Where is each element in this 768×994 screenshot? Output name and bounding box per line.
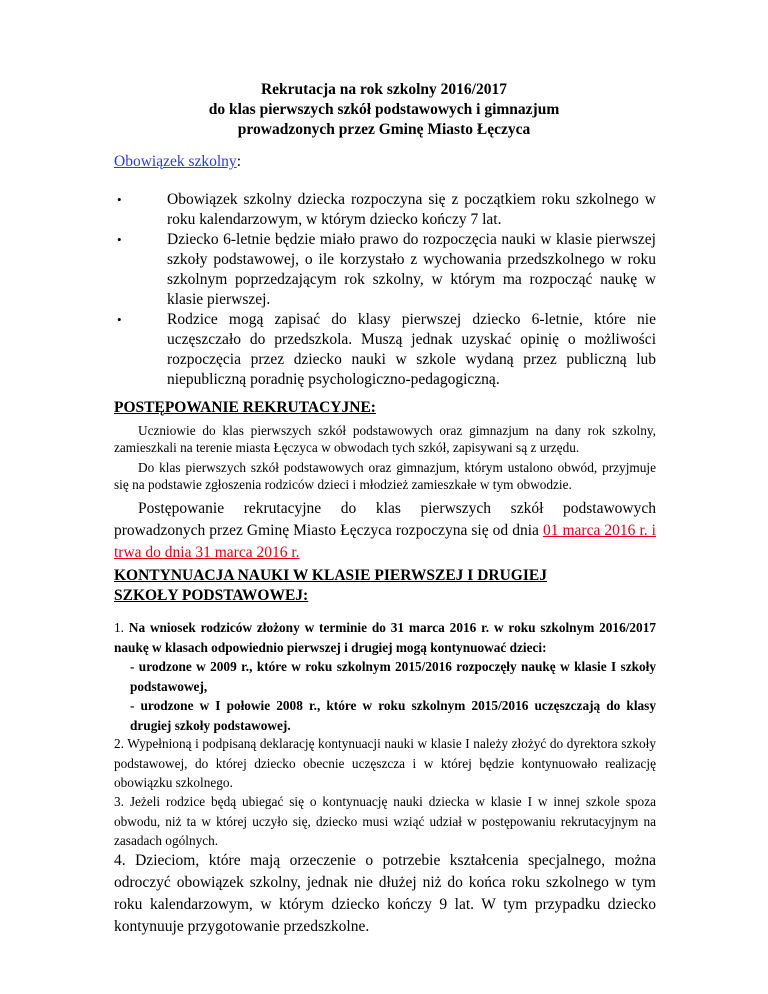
kontynuacja-item-2: 2. Wypełnioną i podpisaną deklarację kontynuacji nauki w klasie I należy złożyć do dyrektora szkoły podstawowej, do której dziecko obecnie uczęszcza i w której będzie kontynuowało realizację obowiązku szkolnego. bbox=[114, 736, 656, 790]
obowiazek-bullet-list bbox=[114, 190, 656, 390]
bullet-icon: • bbox=[117, 232, 122, 247]
item-sub-2: - urodzone w I połowie 2008 r., które w roku szkolnym 2015/2016 uczęszczają do klasy drugiej szkoły podstawowej. bbox=[130, 698, 656, 733]
postepowanie-paragraph-3-text: Postępowanie rekrutacyjne do klas pierwszych szkół podstawowych prowadzonych przez Gminę Miasto Łęczyca rozpoczyna się od dnia bbox=[114, 500, 656, 539]
title-line-1: Rekrutacja na rok szkolny 2016/2017 bbox=[260, 81, 507, 98]
postepowanie-paragraph-2: Do klas pierwszych szkół podstawowych oraz gimnazjum, którym ustalono obwód, przyjmuje się na podstawie zgłoszenia rodziców dzieci i młodzież zamieszkałe w tym obwodzie. bbox=[114, 460, 656, 492]
bullet-icon: • bbox=[117, 312, 122, 327]
kontynuacja-item-3: 3. Jeżeli rodzice będą ubiegać się o kontynuację nauki dziecka w klasie I w innej szkole spoza obwodu, niż ta w której uczyło się, dziecko musi wziąć udział w postępowaniu rekrutacyjnym na zasadach ogólnych. bbox=[114, 794, 656, 848]
title-line-3: prowadzonych przez Gminę Miasto Łęczyca bbox=[237, 121, 531, 138]
bullet-text: Dziecko 6-letnie będzie miało prawo do rozpoczęcia nauki w klasie pierwszej szkoły podstawowej, o ile korzystało z wychowania przedszkolnego w roku szkolnym poprzedzającym rok szkolny, w którym ma rozpocząć naukę w klasie pierwszej. bbox=[167, 231, 656, 308]
kontynuacja-heading: KONTYNUACJA NAUKI W KLASIE PIERWSZEJ I DRUGIEJ SZKOŁY PODSTAWOWEJ: bbox=[114, 567, 547, 604]
title-line-2: do klas pierwszych szkół podstawowych i gimnazjum bbox=[208, 101, 560, 118]
bullet-text: Rodzice mogą zapisać do klasy pierwszej dziecko 6-letnie, które nie uczęszczało do przedszkola. Muszą jednak uzyskać opinię o możliwości rozpoczęcia przez dziecko nauki w szkole wydaną przez publiczną lub niepubliczną poradnię psychologiczno-pedagogiczną. bbox=[167, 311, 656, 388]
postepowanie-paragraph-3 bbox=[114, 498, 656, 564]
item-text: Na wniosek rodziców złożony w terminie do 31 marca 2016 r. w roku szkolnym 2016/2017 naukę w klasach odpowiednio pierwszej i drugiej mogą kontynuować dzieci: bbox=[114, 620, 657, 655]
bullet-text: Obowiązek szkolny dziecka rozpoczyna się z początkiem roku szkolnego w roku kalendarzowym, w którym dziecko kończy 7 lat. bbox=[167, 191, 656, 228]
item-sub-1: - urodzone w 2009 r., które w roku szkolnym 2015/2016 rozpoczęły naukę w klasie I szkoły podstawowej, bbox=[130, 659, 656, 694]
obowiazek-heading bbox=[114, 153, 241, 171]
obowiazek-colon: : bbox=[236, 153, 241, 170]
recruitment-dates: 01 marca 2016 r. i trwa do dnia 31 marca 2016 r. bbox=[114, 522, 656, 561]
list-item bbox=[114, 190, 656, 230]
postepowanie-heading: POSTĘPOWANIE REKRUTACYJNE: bbox=[114, 399, 376, 416]
list-item bbox=[114, 230, 656, 310]
kontynuacja-item-4: 4. Dzieciom, które mają orzeczenie o potrzebie kształcenia specjalnego, można odroczyć obowiązek szkolny, jednak nie dłużej niż do końca roku szkolnego w tym roku kalendarzowym, w którym dziecko kończy 9 lat. W tym przypadku dziecko kontynuuje przygotowanie przedszkolne. bbox=[114, 852, 656, 935]
list-item bbox=[114, 310, 656, 390]
kontynuacja-item-1 bbox=[114, 618, 656, 735]
bullet-icon: • bbox=[117, 192, 122, 207]
postepowanie-paragraph-1: Uczniowie do klas pierwszych szkół podstawowych oraz gimnazjum na dany rok szkolny, zamieszkali na terenie miasta Łęczyca w obwodach tych szkół, zapisywani są z urzędu. bbox=[114, 423, 656, 455]
item-number: 1. bbox=[114, 620, 124, 635]
obowiazek-link[interactable]: Obowiązek szkolny bbox=[114, 153, 237, 170]
